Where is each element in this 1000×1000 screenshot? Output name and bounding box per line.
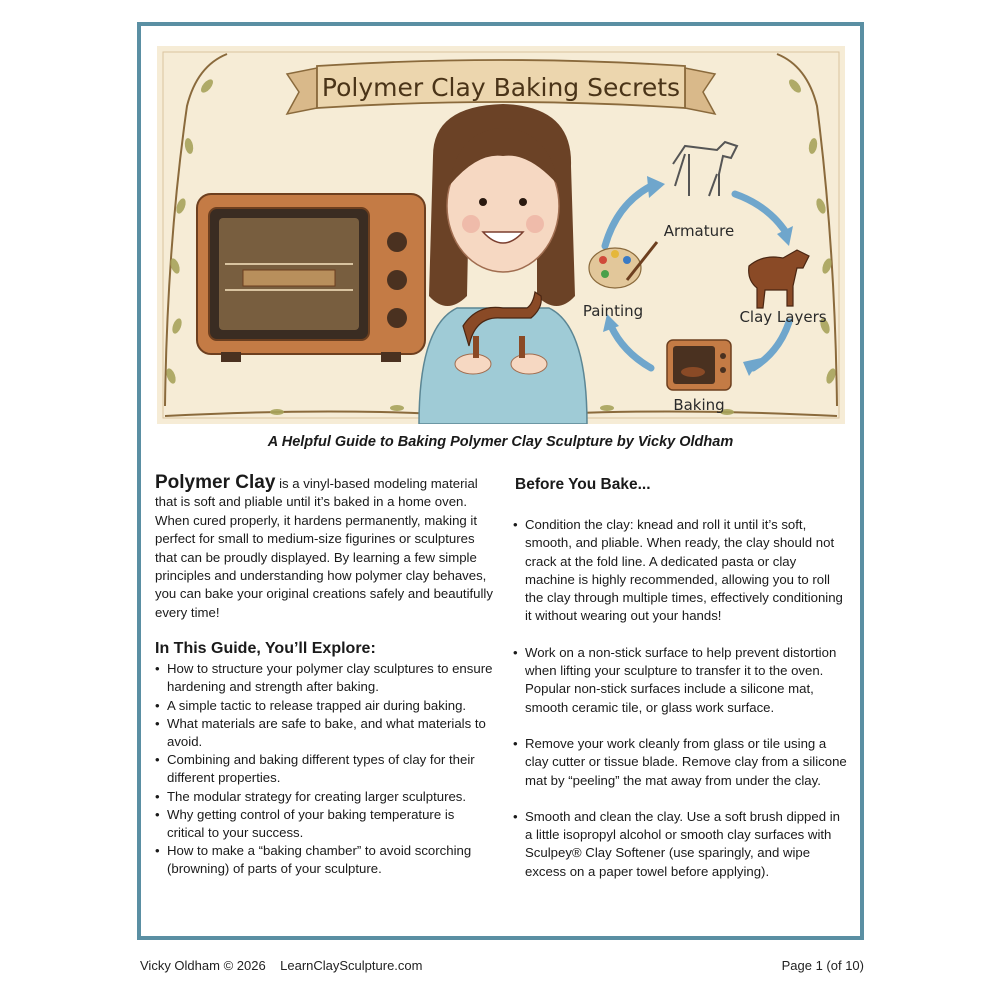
before-bake-list — [513, 516, 849, 881]
bullet-icon: • — [155, 715, 160, 731]
guide-item-text: Why getting control of your baking temperature is critical to your success. — [167, 806, 455, 841]
bullet-icon: • — [513, 808, 518, 824]
bullet-icon: • — [155, 788, 160, 804]
guide-item-text: What materials are safe to bake, and what materials to avoid. — [167, 715, 486, 750]
footer-copyright: Vicky Oldham © 2026 LearnClaySculpture.com — [140, 958, 423, 973]
left-column — [155, 474, 493, 879]
before-bake-item-text: Remove your work cleanly from glass or tile using a clay cutter or tissue blade. Remove clay from a silicone mat by “peeling” the mat away from under the clay. — [525, 735, 847, 788]
cycle-label-baking: Baking — [673, 396, 725, 414]
guide-list-item — [155, 660, 493, 696]
before-bake-heading: Before You Bake... — [515, 476, 651, 493]
before-bake-item-text: Condition the clay: knead and roll it until it’s soft, smooth, and pliable. When ready, the clay should not crack at the fold line. A dedicated pasta or clay machine is highly recommended, allowing you to roll the clay through multiple times, effectively conditioning it without wearing out your hands! — [525, 517, 843, 624]
cycle-label-painting: Painting — [582, 302, 644, 320]
intro-lead: Polymer Clay — [155, 472, 276, 493]
guide-item-text: A simple tactic to release trapped air during baking. — [167, 697, 467, 713]
guide-list-item — [155, 697, 493, 715]
page-frame — [137, 22, 864, 940]
before-bake-item — [513, 808, 849, 881]
bullet-icon: • — [513, 644, 518, 660]
bullet-icon: • — [155, 806, 160, 822]
guide-list-item — [155, 806, 493, 842]
banner-svg — [157, 46, 845, 424]
mini-oven-icon — [667, 340, 731, 390]
guide-subtitle: A Helpful Guide to Baking Polymer Clay Sculpture by Vicky Oldham — [267, 434, 734, 450]
toaster-oven-icon — [197, 194, 425, 362]
guide-heading: In This Guide, You’ll Explore: — [155, 640, 376, 658]
bullet-icon: • — [513, 517, 518, 532]
banner-illustration — [157, 46, 845, 424]
before-bake-item — [513, 735, 849, 790]
footer-page-number: Page 1 (of 10) — [781, 958, 864, 973]
bullet-icon: • — [155, 661, 160, 677]
guide-item-text: How to make a “baking chamber” to avoid scorching (browning) of parts of your sculpture. — [167, 843, 472, 877]
before-bake-item — [513, 644, 849, 717]
guide-list — [155, 660, 493, 878]
banner-title: Polymer Clay Baking Secrets — [321, 73, 681, 102]
girl-illustration — [419, 104, 587, 424]
bullet-icon: • — [513, 735, 518, 751]
guide-list-item — [155, 751, 493, 787]
cycle-label-armature: Armature — [663, 222, 735, 240]
intro-paragraph — [155, 474, 493, 622]
before-bake-item-text: Smooth and clean the clay. Use a soft brush dipped in a little isopropyl alcohol or smooth clay surfaces with Sculpey® Clay Softener (use sparingly, and wipe excess on a paper towel before applying). — [525, 808, 840, 879]
intro-body: is a vinyl-based modeling material that is soft and pliable until it’s baked in a home oven. When cured properly, it hardens permanently, making it perfect for small to medium-size figurines or sculptures that can be proudly displayed. By learning a few simple principles and understanding how polymer clay behaves, you can bake your original creations safely and beautifully every time! — [155, 476, 493, 620]
guide-item-text: How to structure your polymer clay sculptures to ensure hardening and strength after baking. — [167, 661, 493, 695]
guide-list-item — [155, 788, 493, 806]
cycle-label-clay-layers: Clay Layers — [739, 308, 827, 326]
bullet-icon: • — [155, 843, 160, 859]
bullet-icon: • — [155, 752, 160, 768]
before-bake-item — [513, 516, 849, 626]
right-column — [513, 476, 849, 899]
guide-item-text: Combining and baking different types of clay for their different properties. — [167, 752, 475, 786]
guide-item-text: The modular strategy for creating larger sculptures. — [167, 788, 467, 804]
before-bake-item-text: Work on a non-stick surface to help prevent distortion when lifting your sculpture to transfer it to the oven. Popular non-stick surfaces include a silicone mat, smooth ceramic tile, or glass work surface. — [525, 644, 837, 715]
bullet-icon: • — [155, 697, 160, 713]
guide-list-item — [155, 715, 493, 751]
guide-list-item — [155, 842, 493, 878]
